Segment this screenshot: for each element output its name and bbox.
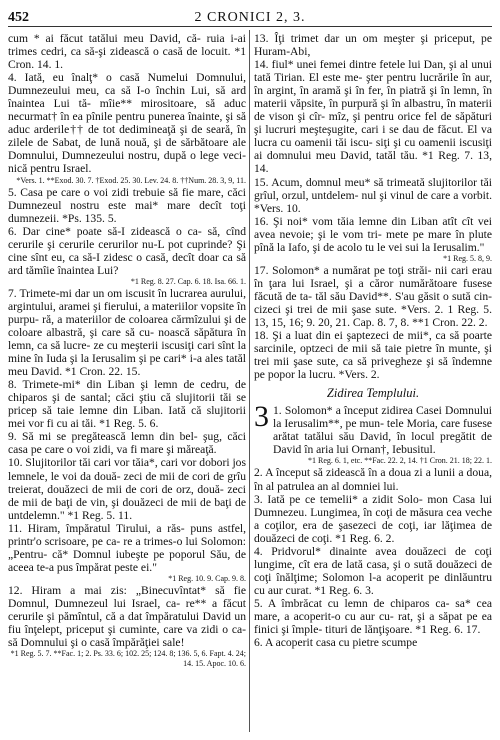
verse-text: 5. Casa pe care o voi zidi trebuie să fie mare, căci Dumnezeul nostru este mai* mare decît toţi dumnezeii. *Ps. 135. 5.	[8, 185, 246, 225]
column-divider	[249, 30, 250, 732]
verse-text: 15. Acum, domnul meu* să trimeată slujitorilor tăi grîul, orzul, untdelem- nul şi vinul de care a vorbit. *Vers. 10.	[254, 175, 492, 215]
verse-text: 1. Solomon* a început zidirea Casei Domnului la Ierusalim**, pe mun- tele Moria, care fusese arătat tatălui său David, în locul pregătit de David în aria lui Ornan†, Iebusitul.	[273, 404, 492, 457]
verse-text: 9. Să mi se pregătească lemn din bel- şug, căci casa pe care o voi zidi, va fi mare şi măreaţă.	[8, 430, 246, 457]
verse-text: 4. Iată, eu înalţ* o casă Numelui Domnului, Dumnezeului meu, ca să I-o închin Lui, să ard înaintea Lui tă- mîie** mirositoare, să aduc necurmat† în ea pînile pentru punerea înainte, şi să aduc arderile†† de tot dedimineaţă şi de seară, în zilele de Sabat, de lună nouă, şi de sărbătoare ale Domnului, Dumnezeului nostru, după o lege veci- nică pentru Israel.	[8, 71, 246, 176]
verse-text: 11. Hiram, împăratul Tirului, a răs- puns astfel, printr'o scrisoare, pe ca- re a trimes-o lui Solomon: „Pentru- că* Domnul iubeşte pe poporul Său, de aceea te-a pus împărat peste ei."	[8, 521, 246, 574]
verse-text: 14. fiul* unei femei dintre fetele lui Dan, şi al unui tată Tirian. El este me- şter pentru lucrările în aur, în argint, în aramă şi în fer, în piatră şi în lemn, în materii văpsite, în purpură şi în albastru, în materii de vison şi cîr- mîz, şi pentru orice fel de săpături şi lucruri meşteşugite, cari i se dau de făcut. El va lucra cu oamenii tăi iscu- siţi şi cu oamenii iscusiţi ai domnului meu David, tatăl tău. *1 Reg. 7. 13, 14.	[254, 58, 492, 176]
cross-reference: *1 Reg. 10. 9. Cap. 9. 8.	[168, 573, 246, 583]
cross-reference: *1 Reg. 5. 7. **Fac. 1; 2. Ps. 33. 6; 102. 25; 124. 8; 136. 5, 6. Fapt. 4. 24; 14. 15. Apoc. 10. 6.	[10, 649, 246, 669]
verse-text: 13. Îţi trimet dar un om meşter şi priceput, pe Huram-Abi,	[254, 32, 492, 59]
verse-text: 6. Dar cine* poate să-I zidească o ca- să, cînd cerurile şi cerurile cerurilor nu-L pot cuprinde? Şi cine sînt eu, ca să-I zidesc o casă, decît doar ca să ard tămîie înaintea Lui?	[8, 224, 246, 277]
chapter-start	[254, 400, 492, 457]
section-heading: Zidirea Templului.	[326, 386, 420, 401]
running-title: 2 CRONICI 2, 3.	[194, 10, 306, 25]
verse-text: 8. Trimete-mi* din Liban şi lemn de cedru, de chiparos şi de santal; căci ştiu că slujitorii tăi se pricep să taie lemne din Liban. Iată că slujitorii mei vor fi cu ai tăi. *1 Reg. 5. 6.	[8, 378, 246, 431]
verse-text: 2. A început să zidească în a doua zi a lunii a doua, în al patrulea an al domniei lui.	[254, 466, 492, 493]
verse-text: 16. Şi noi* vom tăia lemne din Liban atît cît vei avea nevoie; şi le vom tri- mete pe mare în plute pînă la Iafo, şi de acolo tu le vei sui la Ierusalim."	[254, 214, 492, 254]
cross-reference: *1 Reg. 5. 8, 9.	[443, 253, 492, 263]
page-header	[8, 6, 492, 27]
verse-text: 5. A îmbrăcat cu lemn de chiparos ca- sa* cea mare, a acoperit-o cu aur cu- rat, şi a săpat pe ea finici şi împle- tituri de lănţişoare. *1 Reg. 6. 17.	[254, 596, 492, 637]
chapter-number: 3	[254, 400, 269, 434]
verse-text: 18. Şi a luat din ei şaptezeci de mii*, ca să poarte sarcinile, optzeci de mii să taie pietre în munte, şi trei mii şase sute, ca să privegheze şi să îndemne pe popor la lucru. *Vers. 2.	[254, 329, 492, 382]
page-number: 452	[8, 10, 29, 25]
verse-text: 17. Solomon* a numărat pe toţi străi- nii cari erau în ţara lui Israel, şi a căror numărătoare fusese făcută de ta- tăl său David**. S'au găsit o sută cin- cizeci şi trei de mii şase sute. *Vers. 2. 1 Reg. 5. 13, 15, 16; 9. 20, 21. Cap. 8. 7, 8. **1 Cron. 22. 2.	[254, 263, 492, 329]
verse-text: 6. A acoperit casa cu pietre scumpe	[254, 636, 418, 650]
verse-text: 10. Slujitorilor tăi cari vor tăia*, cari vor dobori jos lemnele, le voi da două- zeci de mii de cori de grîu treierat, douăzeci de mii de cori de orz, două- zeci de mii de baţi de vin, şi douăzeci de mii de baţi de untdelemn." *1 Reg. 5. 11.	[8, 456, 246, 522]
cross-reference: *1 Reg. 8. 27. Cap. 6. 18. Isa. 66. 1.	[130, 276, 246, 286]
verse-text: 12. Hiram a mai zis: „Binecuvîntat* să fie Domnul, Dumnezeul lui Israel, ca- re** a făcut cerurile şi pămîntul, că a dat împăratului David un fiu înţelept, priceput şi cuminte, care va zidi o ca- să Domnului şi o casă împărăţiei sale!	[8, 583, 246, 650]
verse-text: cum * ai făcut tatălui meu David, că- ruia i-ai trimes cedri, ca să-şi zidească o casă de locuit. *1 Cron. 14. 1.	[8, 32, 246, 72]
left-column	[8, 32, 246, 734]
cross-reference: *1 Reg. 6. 1, etc. **Fac. 22. 2, 14. †1 Cron. 21. 18; 22. 1.	[308, 456, 492, 466]
verse-text: 4. Pridvorul* dinainte avea douăzeci de coţi lungime, cît era de lată casa, şi o sută douăzeci de coţi înălţime; Solomon l-a acoperit pe dinlăuntru cu aur curat. *1 Reg. 6. 3.	[254, 544, 492, 597]
verse-text: 7. Trimete-mi dar un om iscusit în lucrarea aurului, argintului, aramei şi fierului, a materiilor vopsite în purpu- ră, a materiilor de coloarea cărmîzului şi de coloare albastră, şi care să cu- noască săpătura în lemn, ca să lucre- ze cu meşterii iscusiţi cari sînt la mine în Iuda şi la Ierusalim şi pe cari* i-a ales tatăl meu David. *1 Cron. 22. 15.	[8, 286, 246, 379]
verse-text: 3. Iată pe ce temelii* a zidit Solo- mon Casa lui Dumnezeu. Lungimea, în coţi de măsura cea veche a coţilor, era de şasezeci de coţi, iar lăţimea de douăzeci de coţi. *1 Reg. 6. 2.	[254, 492, 492, 545]
right-column	[254, 32, 492, 734]
cross-reference: *Vers. 1. **Exod. 30. 7. †Exod. 25. 30. Lev. 24. 8. ††Num. 28. 3, 9, 11.	[16, 175, 246, 185]
